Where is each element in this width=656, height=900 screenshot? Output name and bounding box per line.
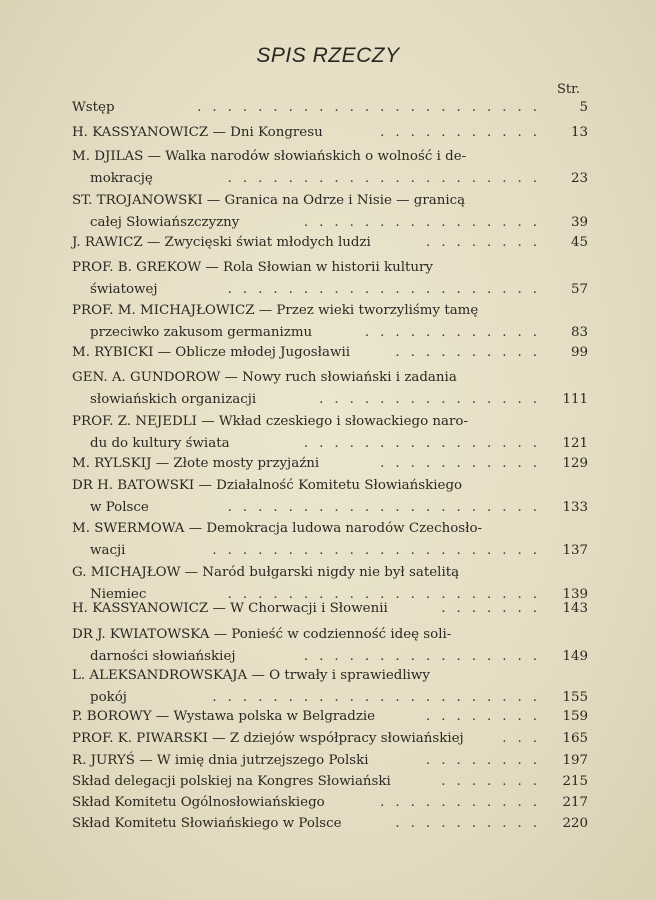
toc-entry-text: M. DJILAS — Walka narodów słowiańskich o wolność i de- [72,149,467,164]
toc-page-number: 5 [579,100,588,115]
toc-entry-title-continuation [72,433,588,455]
dot-leader: ....... [441,774,548,789]
toc-page-number: 23 [570,171,588,186]
dot-leader: ..................... [227,171,548,186]
toc-entry-text: przeciwko zakusom germanizmu [90,325,313,340]
toc-entry-text: L. ALEKSANDROWSKAJA — O trwały i sprawiedliwy [72,668,430,683]
toc-entry-text: światowej [90,282,158,297]
toc-entry-text: Wstęp [72,100,115,115]
toc-entry-title [72,190,588,212]
toc-entry-title [72,475,588,497]
toc-entry-text: P. BOROWY — Wystawa polska w Belgradzie [72,709,376,724]
toc-entry[interactable] [72,728,588,750]
toc-entry[interactable] [72,300,588,344]
toc-entry-title-continuation [72,540,588,562]
dot-leader: ...................... [212,543,548,558]
toc-entry[interactable] [72,367,588,411]
toc-page-number: 217 [562,795,588,810]
dot-leader: ........ [425,235,548,250]
toc-entry-text: du do kultury świata [90,436,230,451]
toc-entry-title [72,411,588,433]
toc-page-number: 149 [562,649,588,664]
dot-leader: ..................... [227,500,548,515]
toc-entry-title [72,813,588,835]
toc-entry-text: pokój [90,690,127,705]
toc-entry-title [72,342,588,364]
toc-entry-text: w Polsce [90,500,149,515]
toc-entry-title-continuation [72,322,588,344]
toc-entry[interactable] [72,706,588,728]
toc-entry[interactable] [72,453,588,475]
toc-entry[interactable] [72,257,588,301]
toc-entry-text: PROF. B. GREKOW — Rola Słowian w historii kultury [72,260,433,275]
toc-entry-title [72,453,588,475]
toc-entry-title-continuation [72,279,588,301]
toc-entry-title [72,300,588,322]
dot-leader: ............... [319,392,548,407]
toc-entry[interactable] [72,146,588,190]
toc-entry-title [72,367,588,389]
toc-entry-title [72,146,588,168]
toc-page-number: 215 [562,774,588,789]
toc-entry-text: DR H. BATOWSKI — Działalność Komitetu Słowiańskiego [72,478,463,493]
dot-leader: .......... [395,816,548,831]
dot-leader: ........... [380,125,548,140]
toc-entry-title-continuation [72,389,588,411]
toc-entry[interactable] [72,411,588,455]
toc-entry-text: Skład Komitetu Ogólnosłowiańskiego [72,795,325,810]
toc-entry[interactable] [72,518,588,562]
toc-entry-text: J. RAWICZ — Zwycięski świat młodych ludzi [72,235,371,250]
toc-entry-text: M. RYLSKIJ — Złote mosty przyjaźni [72,456,320,471]
toc-entry-text: Niemiec [90,587,147,602]
dot-leader: ........... [380,795,548,810]
toc-entry-text: H. KASSYANOWICZ — W Chorwacji i Słowenii [72,601,388,616]
toc-entry[interactable] [72,624,588,668]
toc-entry[interactable] [72,232,588,254]
toc-page-number: 13 [570,125,588,140]
page-title: SPIS RZECZY [256,44,400,67]
toc-entry-text: mokrację [90,171,153,186]
toc-page-number: 139 [562,587,588,602]
toc-entry[interactable] [72,813,588,835]
dot-leader: ....................... [197,100,548,115]
dot-leader: ..................... [227,282,548,297]
toc-entry-text: GEN. A. GUNDOROW — Nowy ruch słowiański i zadania [72,370,457,385]
toc-page-number: 165 [562,731,588,746]
toc-entry-title [72,257,588,279]
toc-entry-title-continuation [72,168,588,190]
toc-page-number: 121 [562,436,588,451]
toc-entry[interactable] [72,475,588,519]
toc-entry-title [72,665,588,687]
toc-entry[interactable] [72,665,588,709]
dot-leader: ........ [425,709,548,724]
toc-entry-text: G. MICHAJŁOW — Naród bułgarski nigdy nie był satelitą [72,565,460,580]
dot-leader: .......... [395,345,548,360]
toc-entry-title-continuation [72,497,588,519]
toc-entry[interactable] [72,598,588,620]
toc-entry[interactable] [72,792,588,814]
toc-entry-title [72,771,588,793]
dot-leader: ....... [441,601,548,616]
toc-entry-text: wacji [90,543,126,558]
toc-entry-title [72,97,588,119]
dot-leader: ................ [303,215,548,230]
toc-page-number: 137 [562,543,588,558]
toc-entry[interactable] [72,750,588,772]
toc-entry-title [72,598,588,620]
toc-entry-text: DR J. KWIATOWSKA — Ponieść w codzienność ideę soli- [72,627,452,642]
toc-page-number: 133 [562,500,588,515]
toc-page-number: 143 [562,601,588,616]
toc-page-number: 39 [570,215,588,230]
toc-entry-text: PROF. Z. NEJEDLI — Wkład czeskiego i słowackiego naro- [72,414,468,429]
toc-page-number: 129 [562,456,588,471]
toc-entry-title [72,792,588,814]
dot-leader: ...................... [212,690,548,705]
toc-entry-text: R. JURYŚ — W imię dnia jutrzejszego Polski [72,753,369,768]
toc-entry-text: Skład Komitetu Słowiańskiego w Polsce [72,816,342,831]
toc-page-number: 197 [562,753,588,768]
toc-entry-title [72,232,588,254]
toc-entry[interactable] [72,122,588,144]
dot-leader: ... [502,731,548,746]
toc-page-number: 159 [562,709,588,724]
page-column-label: Str. [556,82,580,97]
toc-page-number: 155 [562,690,588,705]
toc-entry-text: Skład delegacji polskiej na Kongres Słowiański [72,774,391,789]
toc-entry-title [72,706,588,728]
dot-leader: ........ [425,753,548,768]
toc-entry[interactable] [72,190,588,234]
toc-page-number: 220 [562,816,588,831]
toc-page-number: 57 [570,282,588,297]
toc-page-number: 45 [570,235,588,250]
toc-entry-text: H. KASSYANOWICZ — Dni Kongresu [72,125,323,140]
dot-leader: ................ [303,436,548,451]
toc-page-number: 99 [570,345,588,360]
toc-entry[interactable] [72,97,588,119]
toc-entry-title [72,562,588,584]
toc-entry-text: PROF. M. MICHAJŁOWICZ — Przez wieki tworzyliśmy tamę [72,303,479,318]
toc-entry-text: M. SWERMOWA — Demokracja ludowa narodów Czechosło- [72,521,483,536]
toc-entry-text: PROF. K. PIWARSKI — Z dziejów współpracy słowiańskiej [72,731,464,746]
toc-entry-text: całej Słowiańszczyzny [90,215,240,230]
toc-entry-text: darności słowiańskiej [90,649,236,664]
toc-entry-title [72,728,588,750]
toc-entry-title [72,122,588,144]
toc-page-number: 111 [562,392,588,407]
dot-leader: ........... [380,456,548,471]
dot-leader: ..................... [227,587,548,602]
toc-entry-title-continuation [72,212,588,234]
dot-leader: ............ [364,325,548,340]
toc-entry-text: ST. TROJANOWSKI — Granica na Odrze i Nisie — granicą [72,193,466,208]
toc-entry[interactable] [72,771,588,793]
dot-leader: ................ [303,649,548,664]
toc-entry-title [72,750,588,772]
toc-entry[interactable] [72,342,588,364]
toc-entry-text: słowiańskich organizacji [90,392,257,407]
toc-page-number: 83 [570,325,588,340]
toc-entry-title [72,624,588,646]
toc-entry-title [72,518,588,540]
toc-entry-text: M. RYBICKI — Oblicze młodej Jugosławii [72,345,351,360]
